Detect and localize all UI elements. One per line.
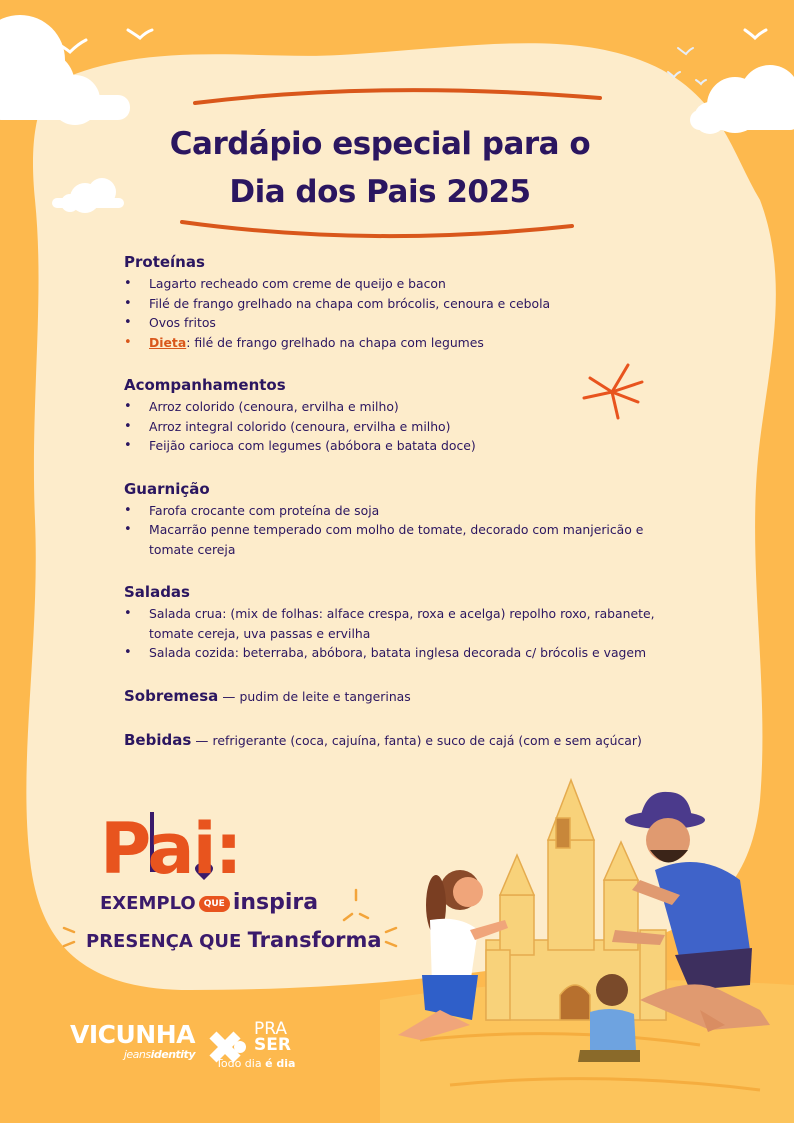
list-item: • Feijão carioca com legumes (abóbora e batata doce)	[124, 436, 684, 456]
praser-pra: PRA	[254, 1019, 288, 1039]
list-item: • Farofa crocante com proteína de soja	[124, 501, 684, 521]
tagline-part: inspira	[232, 890, 319, 915]
item-list	[124, 604, 684, 663]
page-title-line-2: Dia dos Pais 2025	[229, 174, 531, 210]
praser-tagline	[216, 1057, 295, 1070]
praser-ser: SER	[254, 1035, 291, 1055]
tagline-part: Transforma	[247, 928, 382, 952]
list-item: • Arroz integral colorido (cenoura, ervilha e milho)	[124, 417, 684, 437]
praser-tag-a: Todo dia	[216, 1057, 266, 1070]
item-list	[124, 501, 684, 560]
list-item: • Salada crua: (mix de folhas: alface crespa, roxa e acelga) repolho roxo, rabanete, tomate cereja, uva passas e ervilha	[124, 604, 684, 643]
list-item: • Ovos fritos	[124, 313, 684, 333]
section-saladas	[124, 582, 684, 663]
menu-list	[124, 252, 684, 774]
section-title: Acompanhamentos	[124, 376, 286, 394]
list-item: • Filé de frango grelhado na chapa com brócolis, cenoura e cebola	[124, 294, 684, 314]
section-title: Bebidas	[124, 730, 192, 749]
vicunha-sub-a: jeans	[123, 1048, 151, 1061]
vicunha-sub-b: identity	[150, 1048, 195, 1061]
section-title: Sobremesa	[124, 686, 219, 705]
campaign-tagline-1	[100, 890, 318, 915]
cloud-icon	[690, 65, 794, 134]
section-text: pudim de leite e tangerinas	[239, 688, 411, 704]
praser-logo	[216, 1020, 326, 1075]
section-acompanhamentos	[124, 375, 684, 456]
section-sobremesa	[124, 686, 684, 708]
tagline-badge: QUE	[199, 896, 230, 912]
section-title: Proteínas	[124, 253, 205, 271]
vicunha-logo	[70, 1022, 195, 1062]
section-text: refrigerante (coca, cajuína, fanta) e suco de cajá (com e sem açúcar)	[212, 732, 642, 748]
list-item-diet	[124, 333, 684, 353]
diet-text: : filé de frango grelhado na chapa com legumes	[186, 334, 484, 350]
section-proteinas	[124, 252, 684, 352]
diet-label: Dieta	[149, 334, 187, 350]
section-bebidas	[124, 730, 684, 752]
page-title-line-1: Cardápio especial para o	[169, 126, 591, 162]
tagline-part: EXEMPLO	[100, 893, 196, 914]
campaign-tagline-2	[86, 928, 382, 952]
section-guarnicao	[124, 479, 684, 560]
vicunha-name: VICUNHA	[70, 1020, 195, 1049]
section-title: Saladas	[124, 583, 190, 601]
list-item: • Salada cozida: beterraba, abóbora, batata inglesa decorada c/ brócolis e vagem	[124, 643, 684, 663]
dash-separator: —	[191, 733, 213, 749]
list-item: • Macarrão penne temperado com molho de tomate, decorado com manjericão e tomate cereja	[124, 520, 684, 559]
section-title: Guarnição	[124, 479, 210, 498]
list-item: • Lagarto recheado com creme de queijo e bacon	[124, 274, 684, 294]
tagline-part: PRESENÇA QUE	[86, 931, 242, 952]
list-item: • Arroz colorido (cenoura, ervilha e milho)	[124, 397, 684, 417]
seagull-icon	[55, 30, 766, 52]
campaign-logo-word: Pai:	[100, 808, 241, 890]
page-title	[120, 120, 640, 216]
praser-tag-b: é dia	[265, 1057, 296, 1070]
vicunha-subtitle	[70, 1048, 195, 1062]
dash-separator: —	[218, 689, 240, 705]
item-list	[124, 274, 684, 352]
item-list	[124, 397, 684, 456]
